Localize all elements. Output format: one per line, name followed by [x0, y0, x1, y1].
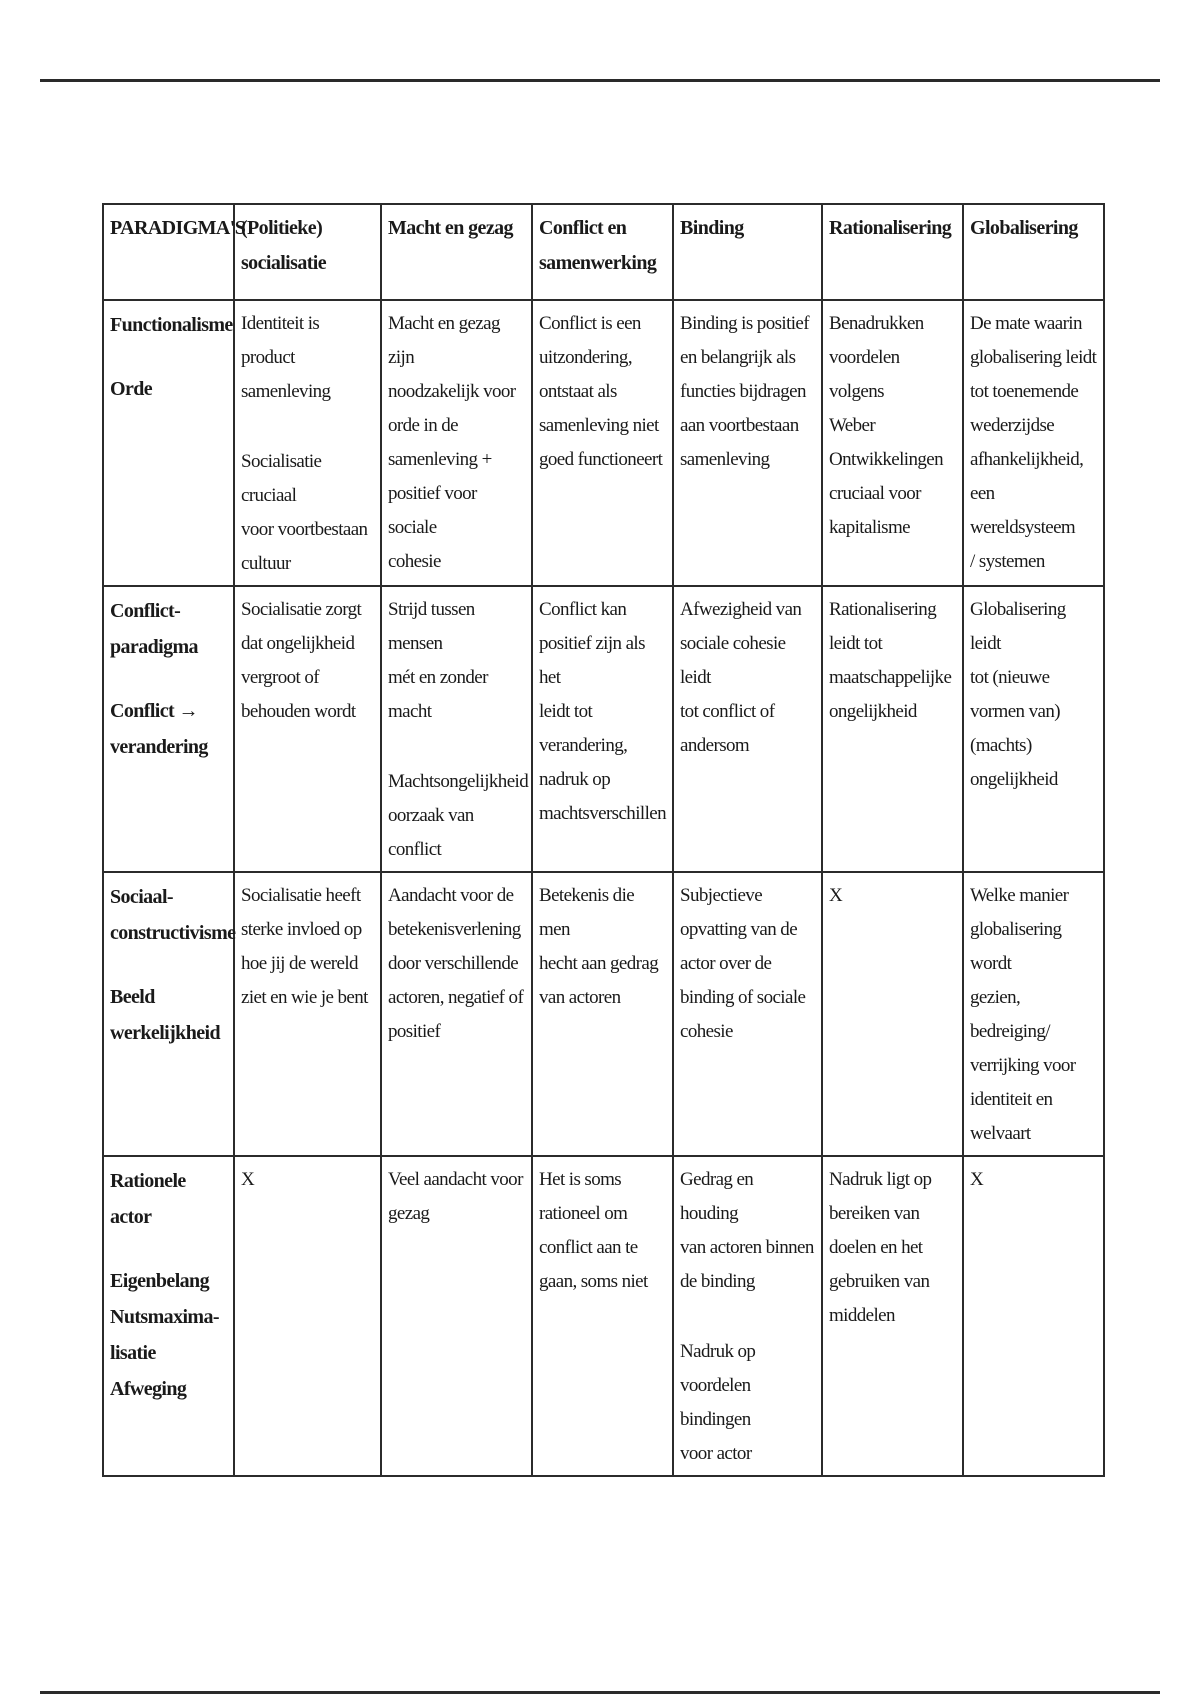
paradigm-name: Functionalisme [110, 314, 233, 336]
header-politieke-socialisatie: (Politieke) socialisatie [234, 204, 381, 300]
cell-rationeel-socialisatie: X [234, 1156, 381, 1476]
paradigm-name: Conflict- paradigma [110, 600, 198, 658]
cell-sociaal-globalisering: Welke manier globalisering wordt gezien, bedreiging/ verrijking voor identiteit en welvaart [963, 872, 1104, 1156]
paradigm-name: Rationele actor [110, 1170, 186, 1228]
cell-rationeel-rationalisering: Nadruk ligt op bereiken van doelen en het gebruiken van middelen [822, 1156, 963, 1476]
paradigm-name: Sociaal- constructivisme [110, 886, 236, 944]
cell-functionalisme-rationalisering: Benadrukken voordelen volgens Weber Ontwikkelingen cruciaal voor kapitalisme [822, 300, 963, 586]
table-header-row [103, 204, 1104, 300]
cell-rationeel-globalisering: X [963, 1156, 1104, 1476]
bottom-rule [40, 1691, 1160, 1694]
cell-sociaal-macht: Aandacht voor de betekenisverlening door verschillende actoren, negatief of positief [381, 872, 532, 1156]
header-paradigmas: PARADIGMA'S [103, 204, 234, 300]
paradigm-sub: Beeld werkelijkheid [110, 986, 220, 1044]
table-row-sociaalconstructivisme [103, 872, 1104, 1156]
cell-functionalisme-macht: Macht en gezag zijn noodzakelijk voor orde in de samenleving + positief voor sociale cohesie [381, 300, 532, 586]
cell-sociaal-binding: Subjectieve opvatting van de actor over de binding of sociale cohesie [673, 872, 822, 1156]
top-rule [40, 79, 1160, 82]
cell-functionalisme-socialisatie: Identiteit is product samenleving Socialisatie cruciaal voor voortbestaan cultuur [234, 300, 381, 586]
cell-conflict-conflict: Conflict kan positief zijn als het leidt tot verandering, nadruk op machtsverschillen [532, 586, 673, 872]
header-binding: Binding [673, 204, 822, 300]
paradigm-sub: Orde [110, 378, 153, 400]
cell-conflict-rationalisering: Rationalisering leidt tot maatschappelijke ongelijkheid [822, 586, 963, 872]
paradigm-sub: Conflict → verandering [110, 700, 208, 758]
cell-sociaal-socialisatie: Socialisatie heeft sterke invloed op hoe jij de wereld ziet en wie je bent [234, 872, 381, 1156]
cell-rationeel-binding: Gedrag en houding van actoren binnen de binding Nadruk op voordelen bindingen voor actor [673, 1156, 822, 1476]
cell-conflict-socialisatie: Socialisatie zorgt dat ongelijkheid vergroot of behouden wordt [234, 586, 381, 872]
cell-functionalisme-globalisering: De mate waarin globalisering leidt tot toenemende wederzijdse afhankelijkheid, een wereldsysteem / systemen [963, 300, 1104, 586]
cell-rationeel-macht: Veel aandacht voor gezag [381, 1156, 532, 1476]
cell-conflict-macht: Strijd tussen mensen mét en zonder macht Machtsongelijkheid oorzaak van conflict [381, 586, 532, 872]
table-row-rationele-actor [103, 1156, 1104, 1476]
header-conflict-en-samenwerking: Conflict en samenwerking [532, 204, 673, 300]
header-globalisering: Globalisering [963, 204, 1104, 300]
cell-conflict-globalisering: Globalisering leidt tot (nieuwe vormen van) (machts) ongelijkheid [963, 586, 1104, 872]
table-row-conflictparadigma [103, 586, 1104, 872]
paradigm-sub: Eigenbelang Nutsmaxima- lisatie Afweging [110, 1270, 219, 1400]
cell-conflict-binding: Afwezigheid van sociale cohesie leidt tot conflict of andersom [673, 586, 822, 872]
cell-sociaal-conflict: Betekenis die men hecht aan gedrag van actoren [532, 872, 673, 1156]
row-label-sociaalconstructivisme [103, 872, 234, 1156]
cell-rationeel-conflict: Het is soms rationeel om conflict aan te gaan, soms niet [532, 1156, 673, 1476]
cell-functionalisme-conflict: Conflict is een uitzondering, ontstaat als samenleving niet goed functioneert [532, 300, 673, 586]
paradigm-table [102, 203, 1105, 1477]
row-label-conflictparadigma [103, 586, 234, 872]
header-rationalisering: Rationalisering [822, 204, 963, 300]
table-row-functionalisme [103, 300, 1104, 586]
cell-sociaal-rationalisering: X [822, 872, 963, 1156]
cell-functionalisme-binding: Binding is positief en belangrijk als functies bijdragen aan voortbestaan samenleving [673, 300, 822, 586]
header-macht-en-gezag: Macht en gezag [381, 204, 532, 300]
row-label-functionalisme [103, 300, 234, 586]
paradigm-table-wrapper [102, 203, 1103, 1477]
row-label-rationele-actor [103, 1156, 234, 1476]
